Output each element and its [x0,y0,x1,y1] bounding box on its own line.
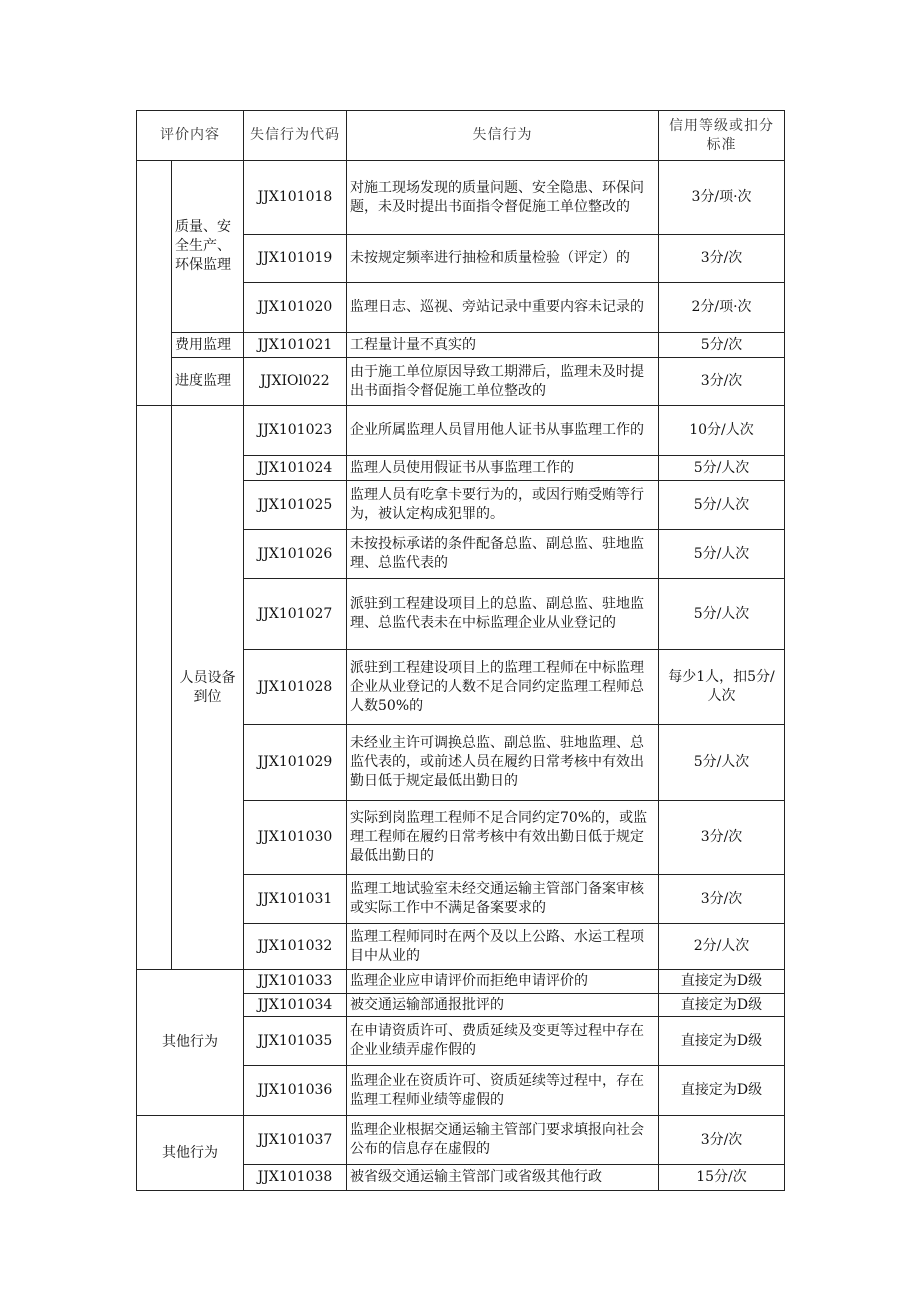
table-header-row [137,111,785,161]
row-behavior: 监理日志、巡视、旁站记录中重要内容未记录的 [347,283,659,333]
row-code: JJX101035 [244,1017,347,1066]
row-code: JJX101030 [244,801,347,875]
row-behavior: 监理企业在资质许可、资质延续等过程中，存在监理工程师业绩等虚假的 [347,1066,659,1116]
category-blank-cell [137,161,172,406]
row-code: JJX101034 [244,994,347,1017]
row-standard: 3分/项·次 [659,161,785,235]
row-standard: 2分/项·次 [659,283,785,333]
category-schedule: 进度监理 [172,358,244,406]
row-behavior: 工程量计量不真实的 [347,333,659,358]
row-standard: 10分/人次 [659,406,785,456]
row-code: JJX101019 [244,235,347,283]
category-personnel: 人员设备到位 [172,406,244,970]
header-behavior: 失信行为 [347,111,659,161]
row-standard: 3分/次 [659,235,785,283]
row-behavior: 未按投标承诺的条件配备总监、副总监、驻地监理、总监代表的 [347,530,659,579]
category-cost: 费用监理 [172,333,244,358]
row-standard: 5分/次 [659,333,785,358]
credit-evaluation-table [136,110,785,1191]
row-behavior: 在申请资质许可、费质延续及变更等过程中存在企业业绩弄虚作假的 [347,1017,659,1066]
row-code: JJX101033 [244,970,347,994]
row-standard: 直接定为D级 [659,994,785,1017]
row-standard: 直接定为D级 [659,1066,785,1116]
row-behavior: 监理人员使用假证书从事监理工作的 [347,456,659,481]
row-standard: 5分/人次 [659,530,785,579]
row-code: JJX101023 [244,406,347,456]
row-behavior: 监理工程师同时在两个及以上公路、水运工程项目中从业的 [347,924,659,970]
table-row [137,1116,785,1165]
row-behavior: 对施工现场发现的质量问题、安全隐患、环保问题，未及时提出书面指令督促施工单位整改的 [347,161,659,235]
row-behavior: 监理工地试验室未经交通运输主管部门备案审核或实际工作中不满足备案要求的 [347,875,659,924]
row-behavior: 企业所属监理人员冒用他人证书从事监理工作的 [347,406,659,456]
table-row [137,161,785,235]
row-behavior: 未经业主许可调换总监、副总监、驻地监理、总监代表的，或前述人员在履约日常考核中有效出勤日低于规定最低出勤日的 [347,725,659,801]
table-row [137,358,785,406]
row-code: JJX101027 [244,579,347,650]
row-code: JJXIOl022 [244,358,347,406]
row-standard: 2分/人次 [659,924,785,970]
row-standard: 5分/人次 [659,725,785,801]
category-other-1: 其他行为 [137,970,244,1116]
table-row [137,970,785,994]
row-standard: 3分/次 [659,358,785,406]
row-code: JJX101026 [244,530,347,579]
row-code: JJX101036 [244,1066,347,1116]
row-standard: 5分/人次 [659,456,785,481]
table-row [137,333,785,358]
row-behavior: 由于施工单位原因导致工期滞后，监理未及时提出书面指令督促施工单位整改的 [347,358,659,406]
row-behavior: 未按规定频率进行抽检和质量检验（评定）的 [347,235,659,283]
row-standard: 直接定为D级 [659,1017,785,1066]
category-blank-cell [137,406,172,970]
header-standard: 信用等级或扣分标准 [659,111,785,161]
table-row [137,406,785,456]
row-code: JJX101028 [244,650,347,725]
row-behavior: 监理人员有吃拿卡要行为的，或因行贿受贿等行为，被认定构成犯罪的。 [347,481,659,530]
row-standard: 直接定为D级 [659,970,785,994]
header-evaluation-content: 评价内容 [137,111,244,161]
row-standard: 3分/次 [659,875,785,924]
row-code: JJX101024 [244,456,347,481]
row-behavior: 监理企业应申请评价而拒绝申请评价的 [347,970,659,994]
row-behavior: 实际到岗监理工程师不足合同约定70%的，或监理工程师在履约日常考核中有效出勤日低于规定最低出勤日的 [347,801,659,875]
row-code: JJX101037 [244,1116,347,1165]
row-standard: 5分/人次 [659,481,785,530]
category-quality: 质量、安全生产、环保监理 [172,161,244,333]
row-behavior: 监理企业根据交通运输主管部门要求填报向社会公布的信息存在虚假的 [347,1116,659,1165]
row-behavior: 被交通运输部通报批评的 [347,994,659,1017]
category-other-2: 其他行为 [137,1116,244,1191]
row-code: JJX101038 [244,1165,347,1191]
row-standard: 每少1人，扣5分/人次 [659,650,785,725]
row-standard: 3分/次 [659,1116,785,1165]
row-code: JJX101020 [244,283,347,333]
row-standard: 3分/次 [659,801,785,875]
row-behavior: 派驻到工程建设项目上的总监、副总监、驻地监理、总监代表未在中标监理企业从业登记的 [347,579,659,650]
row-code: JJX101032 [244,924,347,970]
row-behavior: 派驻到工程建设项目上的监理工程师在中标监理企业从业登记的人数不足合同约定监理工程师总人数50%的 [347,650,659,725]
row-standard: 5分/人次 [659,579,785,650]
header-code: 失信行为代码 [244,111,347,161]
row-standard: 15分/次 [659,1165,785,1191]
row-code: JJX101025 [244,481,347,530]
row-code: JJX101029 [244,725,347,801]
row-behavior: 被省级交通运输主管部门或省级其他行政 [347,1165,659,1191]
row-code: JJX101018 [244,161,347,235]
row-code: JJX101021 [244,333,347,358]
row-code: JJX101031 [244,875,347,924]
